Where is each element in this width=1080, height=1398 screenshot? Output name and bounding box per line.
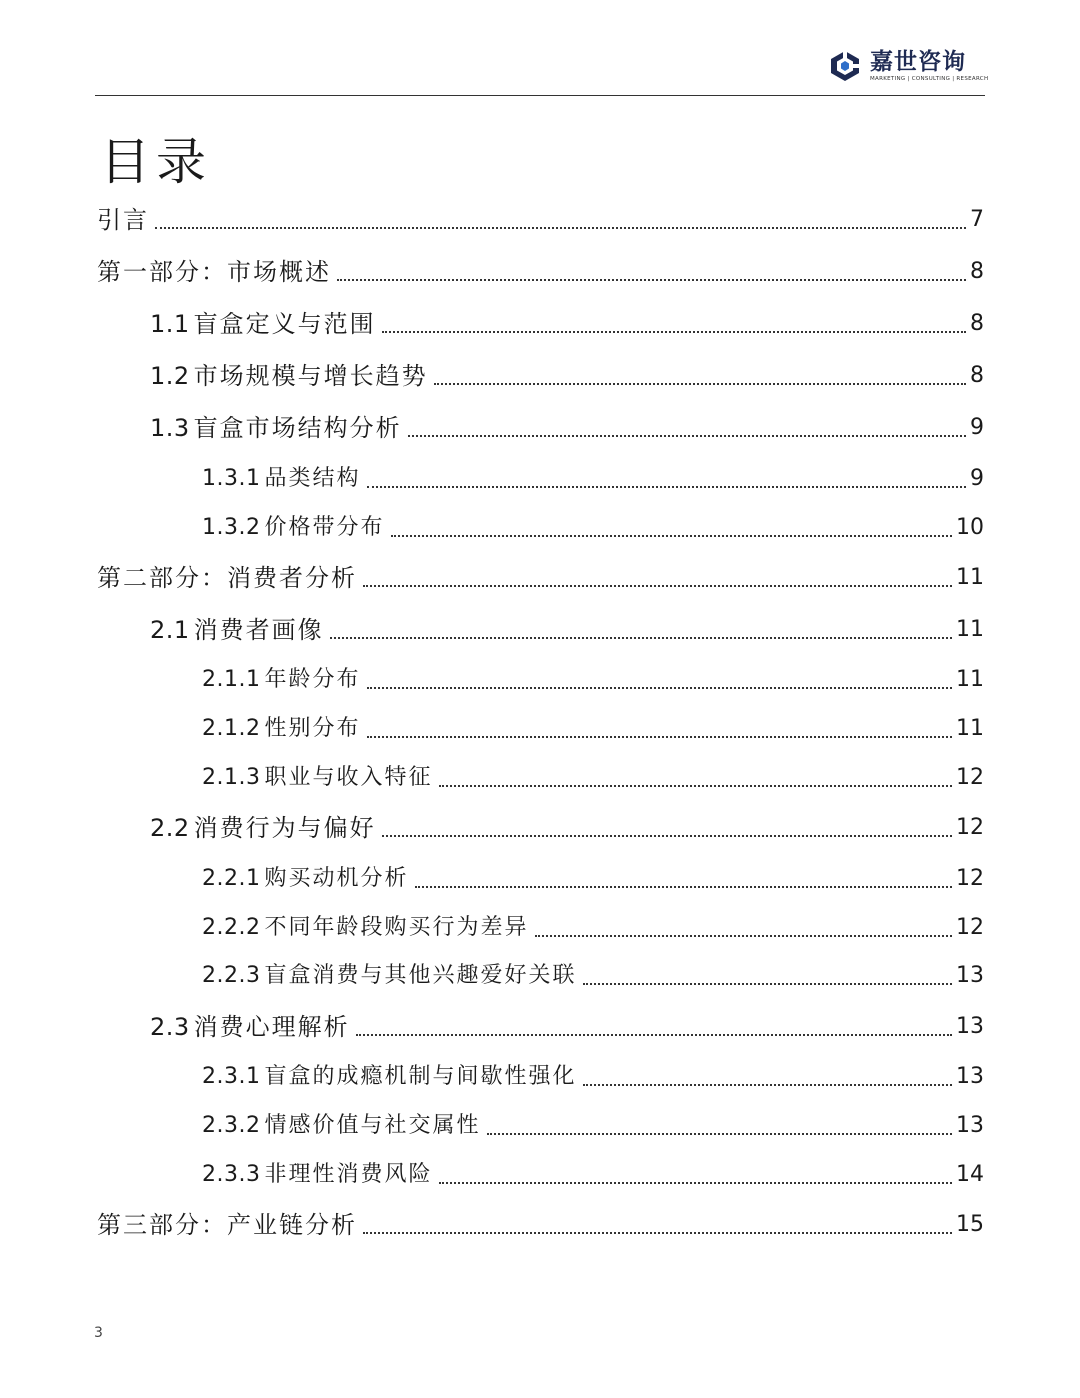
toc-entry-page: 13 [956,1064,984,1089]
toc-entry-number: 2.3.1 [202,1064,261,1089]
toc-entry[interactable] [202,761,984,795]
toc-entry-page: 9 [970,466,984,491]
dot-leader [356,1034,952,1036]
header-divider [95,95,985,96]
toc-entry-label [202,959,577,993]
toc-entry[interactable] [150,1010,984,1044]
toc-entry[interactable] [97,561,984,595]
toc-entry-text: 消费心理解析 [193,1013,350,1041]
toc-entry-text: 盲盒消费与其他兴趣爱好关联 [264,963,577,988]
toc-entry[interactable] [150,811,984,845]
toc-entry[interactable] [202,1060,984,1094]
logo-name: 嘉世咨询 [870,49,966,75]
toc-entry-page: 11 [956,716,984,741]
toc-entry-label [150,411,402,445]
toc-entry-label [97,203,149,237]
toc-entry-number: 1.1 [150,310,190,338]
toc-entry-number: 1.3 [150,414,190,442]
dot-leader [363,585,952,587]
dot-leader [415,886,953,888]
toc-entry-number: 1.3.1 [202,466,261,491]
toc-entry-label [97,561,357,595]
toc-entry-page: 11 [956,667,984,692]
toc-entry-label [202,712,361,746]
toc-entry-label [97,255,331,289]
toc-entry-number: 2.2.1 [202,866,261,891]
toc-entry-text: 第一部分：市场概述 [97,258,331,286]
toc-entry-label [150,811,376,845]
toc-entry-page: 12 [956,765,984,790]
toc-entry-label [202,1109,481,1143]
toc-entry-page: 11 [956,617,984,642]
logo-cube-icon [828,49,862,83]
dot-leader [487,1133,953,1135]
company-logo [828,45,988,87]
toc-entry[interactable] [202,663,984,697]
dot-leader [337,279,966,281]
toc-entry-label [202,1060,577,1094]
dot-leader [330,637,952,639]
toc-entry-page: 8 [970,311,984,336]
toc-entry-label [150,359,428,393]
toc-entry-text: 第三部分：产业链分析 [97,1211,357,1239]
dot-leader [535,935,953,937]
toc-entry-text: 年龄分布 [264,667,361,692]
toc-entry[interactable] [202,511,984,545]
toc-entry-page: 12 [956,915,984,940]
toc-entry-label [202,511,385,545]
toc-entry-label [202,761,433,795]
dot-leader [434,383,966,385]
toc-entry[interactable] [202,712,984,746]
toc-entry[interactable] [150,411,984,445]
toc-entry[interactable] [150,359,984,393]
toc-entry-text: 引言 [97,206,149,234]
toc-entry-label [202,462,361,496]
toc-entry[interactable] [202,1158,984,1192]
page-number: 3 [94,1325,103,1341]
dot-leader [363,1232,952,1234]
toc-entry-text: 购买动机分析 [264,866,409,891]
toc-entry-page: 10 [956,515,984,540]
toc-entry-label [150,1010,350,1044]
toc-entry-text: 市场规模与增长趋势 [193,362,428,390]
toc-entry-label [202,911,529,945]
logo-tagline: MARKETING | CONSULTING | RESEARCH [870,76,989,82]
toc-entry-page: 8 [970,363,984,388]
toc-entry-text: 消费行为与偏好 [193,814,376,842]
toc-entry-page: 13 [956,1113,984,1138]
dot-leader [391,535,953,537]
dot-leader [583,983,953,985]
toc-entry-number: 2.1.2 [202,716,261,741]
toc-entry-number: 2.3 [150,1013,190,1041]
toc-entry-page: 13 [956,1014,984,1039]
toc-entry-number: 2.3.2 [202,1113,261,1138]
toc-entry-text: 盲盒市场结构分析 [193,414,402,442]
toc-entry-page: 15 [956,1212,984,1237]
toc-entry-text: 职业与收入特征 [264,765,433,790]
toc-entry[interactable] [202,862,984,896]
toc-entry-text: 消费者画像 [193,616,324,644]
toc-entry[interactable] [97,203,984,237]
toc-entry[interactable] [150,307,984,341]
toc-entry-number: 2.1.1 [202,667,261,692]
toc-entry-number: 2.2 [150,814,190,842]
toc-entry[interactable] [97,255,984,289]
toc-entry-page: 11 [956,565,984,590]
dot-leader [367,486,967,488]
dot-leader [382,835,952,837]
toc-entry-page: 12 [956,815,984,840]
toc-entry-label [202,1158,433,1192]
toc-entry-text: 非理性消费风险 [264,1162,433,1187]
toc-entry-page: 7 [970,207,984,232]
toc-entry-text: 第二部分：消费者分析 [97,564,357,592]
toc-entry-number: 1.2 [150,362,190,390]
toc-entry-label [97,1208,357,1242]
toc-entry[interactable] [202,462,984,496]
toc-entry-page: 13 [956,963,984,988]
toc-entry-page: 12 [956,866,984,891]
toc-entry-label [202,862,409,896]
toc-entry-number: 2.1.3 [202,765,261,790]
toc-entry[interactable] [97,1208,984,1242]
toc-entry-number: 2.1 [150,616,190,644]
toc-entry-text: 性别分布 [264,716,361,741]
toc-entry-text: 盲盒定义与范围 [193,310,376,338]
toc-entry[interactable] [150,613,984,647]
dot-leader [439,785,953,787]
toc-entry-page: 8 [970,259,984,284]
toc-entry-page: 14 [956,1162,984,1187]
toc-title: 目录 [100,133,212,191]
toc-entry-number: 2.2.3 [202,963,261,988]
toc-entry-text: 品类结构 [264,466,361,491]
dot-leader [367,687,953,689]
toc-entry[interactable] [202,911,984,945]
dot-leader [382,331,966,333]
toc-entry-text: 盲盒的成瘾机制与间歇性强化 [264,1064,577,1089]
dot-leader [408,435,966,437]
dot-leader [367,736,953,738]
dot-leader [439,1182,953,1184]
toc-entry[interactable] [202,1109,984,1143]
toc-entry-page: 9 [970,415,984,440]
toc-entry-label [150,613,324,647]
toc-entry[interactable] [202,959,984,993]
toc-entry-number: 1.3.2 [202,515,261,540]
toc-entry-text: 情感价值与社交属性 [264,1113,481,1138]
toc-entry-number: 2.2.2 [202,915,261,940]
dot-leader [155,227,966,229]
toc-entry-label [202,663,361,697]
toc-entry-number: 2.3.3 [202,1162,261,1187]
toc-entry-label [150,307,376,341]
dot-leader [583,1084,953,1086]
toc-entry-text: 不同年龄段购买行为差异 [264,915,529,940]
toc-entry-text: 价格带分布 [264,515,385,540]
